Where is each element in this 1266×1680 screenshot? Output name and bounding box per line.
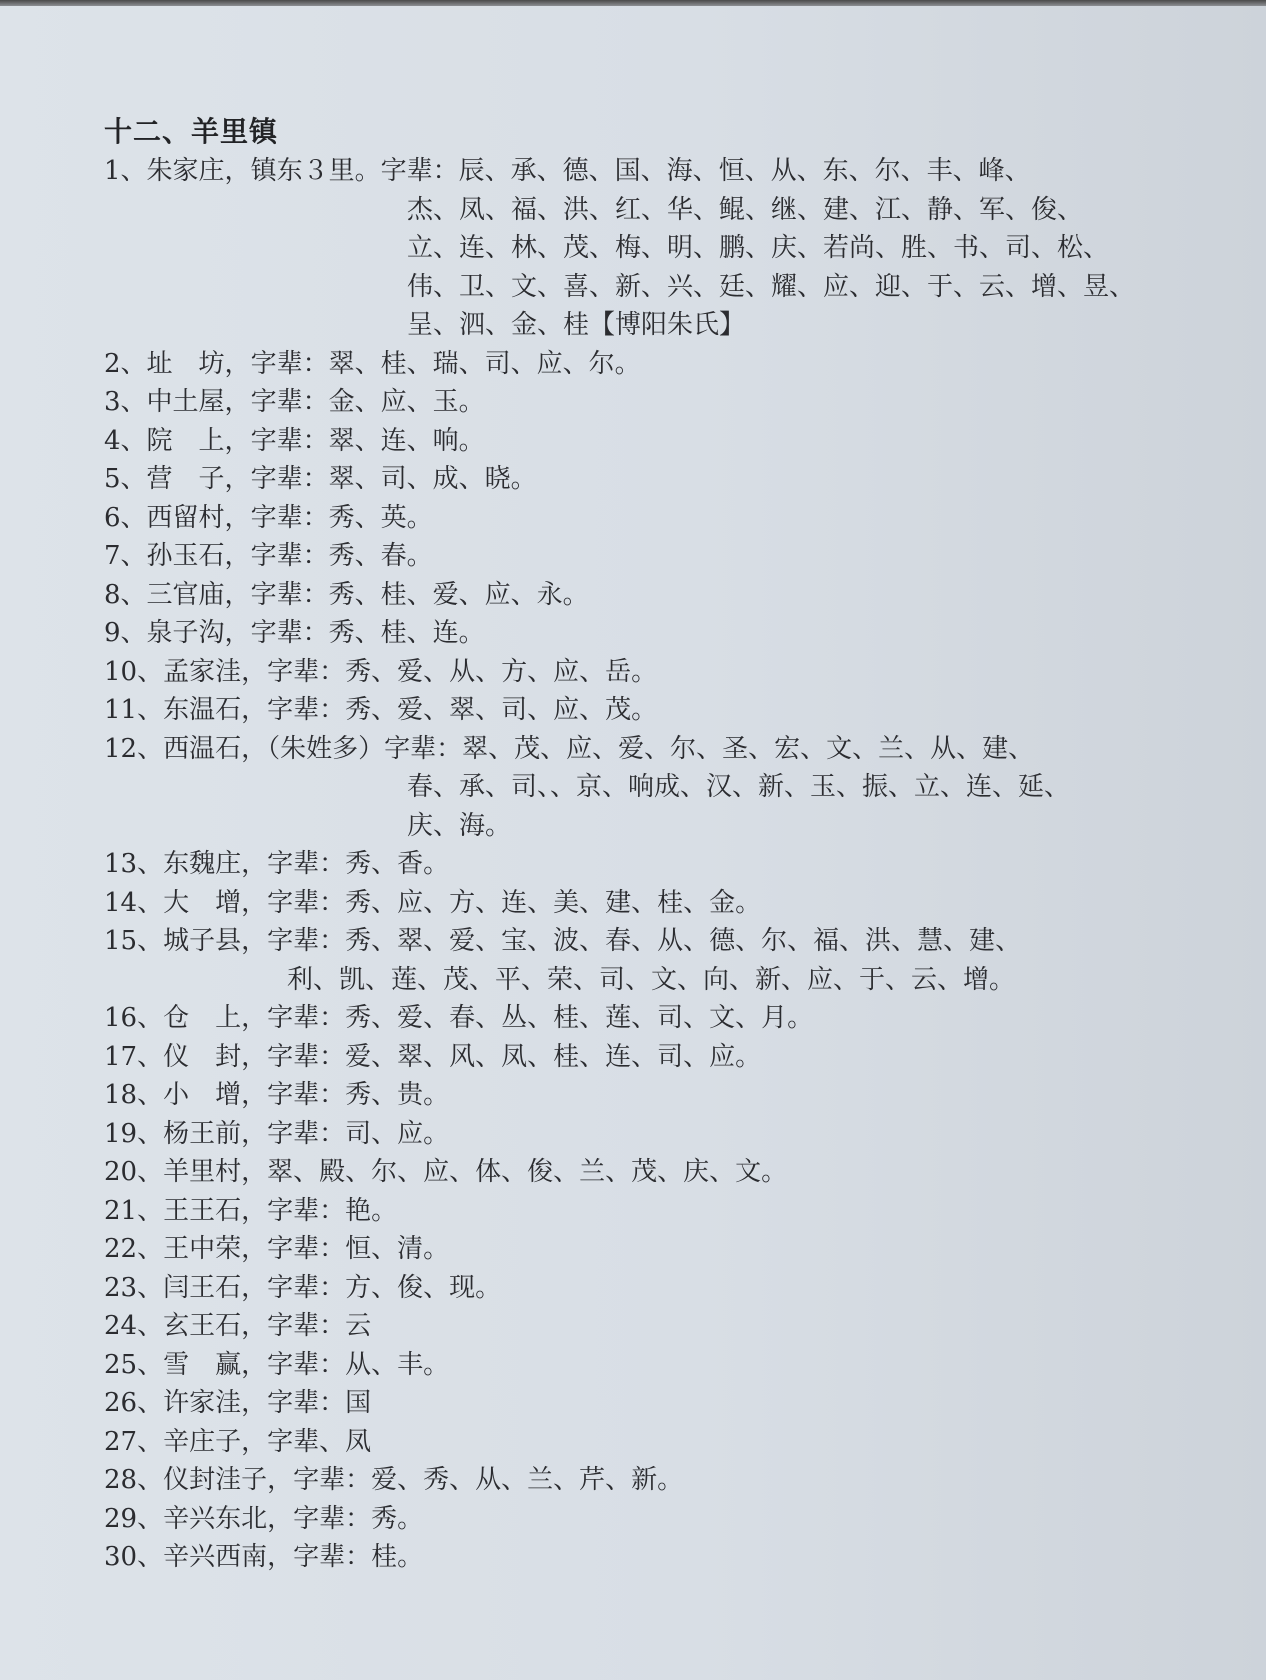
entry-first-line	[104, 1269, 1204, 1308]
genealogy-entry	[104, 1384, 1204, 1423]
village-name: 仪封洼子，	[163, 1465, 294, 1495]
generation-names: 字辈：秀、贵。	[267, 1080, 450, 1110]
generation-names: 字辈：翠、连、响。	[250, 425, 485, 456]
entry-first-line	[104, 1384, 1204, 1423]
entry-first-line	[104, 1307, 1204, 1346]
village-name: 辛兴东北，	[163, 1503, 294, 1534]
document-content	[104, 112, 1204, 1577]
genealogy-entry	[104, 1153, 1204, 1192]
genealogy-entry	[104, 730, 1204, 846]
entry-first-line	[104, 576, 1204, 615]
genealogy-entry	[104, 422, 1204, 461]
generation-names: 字辈：秀、春。	[250, 541, 433, 571]
entry-number: 19、	[104, 1118, 164, 1149]
genealogy-entry	[104, 1076, 1204, 1115]
entry-first-line	[104, 460, 1204, 499]
genealogy-entry	[104, 691, 1204, 730]
entry-number: 25、	[104, 1349, 164, 1380]
entry-first-line	[104, 537, 1204, 576]
genealogy-entry	[104, 1230, 1204, 1269]
genealogy-entry	[104, 845, 1204, 884]
generation-names: 字辈：秀、爱、翠、司、应、茂。	[267, 695, 658, 725]
entry-number: 17、	[104, 1041, 164, 1072]
generation-names: 字辈、凤	[267, 1426, 372, 1457]
entry-first-line	[104, 614, 1204, 653]
generation-names: 字辈：秀、爱、从、方、应、岳。	[267, 656, 658, 687]
generation-names: 字辈：秀、桂、连。	[250, 618, 485, 648]
continuation-line: 杰、凤、福、洪、红、华、鲲、继、建、江、静、军、俊、	[407, 194, 1084, 225]
section-heading: 十二、羊里镇	[104, 115, 279, 148]
village-name: 西温石，	[163, 733, 268, 764]
genealogy-entry	[104, 1538, 1204, 1577]
genealogy-entry	[104, 884, 1204, 923]
village-name: 东魏庄，	[163, 849, 268, 879]
village-name: 朱家庄，	[146, 156, 251, 186]
genealogy-entry	[104, 383, 1204, 422]
entry-number: 8、	[104, 579, 147, 610]
entry-first-line	[104, 653, 1204, 692]
genealogy-entry	[104, 576, 1204, 615]
continuation-line: 伟、卫、文、喜、新、兴、廷、耀、应、迎、于、云、增、昱、	[407, 271, 1136, 302]
entry-number: 20、	[104, 1157, 164, 1187]
entry-number: 30、	[104, 1542, 164, 1572]
generation-names: 字辈：爱、秀、从、兰、芹、新。	[293, 1465, 684, 1495]
entry-number: 10、	[104, 656, 164, 687]
village-name: 城子县，	[163, 926, 268, 956]
entry-number: 18、	[104, 1080, 164, 1110]
entry-number: 9、	[104, 618, 147, 648]
genealogy-entry	[104, 1115, 1204, 1154]
village-name: 址 坊，	[146, 348, 251, 379]
genealogy-entry	[104, 1500, 1204, 1539]
genealogy-entry	[104, 345, 1204, 384]
entry-number: 12、	[104, 733, 164, 764]
generation-names: 字辈：秀、桂、爱、应、永。	[250, 579, 589, 610]
genealogy-entry	[104, 999, 1204, 1038]
entry-list	[104, 152, 1204, 1577]
genealogy-entry	[104, 1038, 1204, 1077]
entry-first-line	[104, 845, 1204, 884]
entry-first-line	[104, 1423, 1204, 1462]
generation-names: 字辈：秀、香。	[267, 849, 450, 879]
genealogy-entry	[104, 460, 1204, 499]
generation-names: 字辈：国	[267, 1388, 372, 1418]
entry-number: 2、	[104, 348, 147, 379]
entry-first-line	[104, 1230, 1204, 1269]
generation-names: 字辈：恒、清。	[267, 1234, 450, 1264]
continuation-line: 庆、海。	[407, 810, 512, 841]
genealogy-entry	[104, 614, 1204, 653]
village-name: 孟家洼，	[163, 656, 268, 687]
village-name: 大 增，	[163, 887, 268, 918]
generation-names: （朱姓多）字辈：翠、茂、应、爱、尔、圣、宏、文、兰、从、建、	[267, 733, 1035, 764]
genealogy-entry	[104, 922, 1204, 999]
genealogy-entry	[104, 1461, 1204, 1500]
village-name: 院 上，	[146, 425, 251, 456]
entry-number: 1、	[104, 156, 147, 186]
entry-number: 24、	[104, 1311, 164, 1341]
entry-number: 22、	[104, 1234, 164, 1264]
entry-first-line	[104, 152, 1204, 191]
entry-number: 11、	[104, 695, 164, 725]
entry-first-line	[104, 1192, 1204, 1231]
genealogy-entry	[104, 1423, 1204, 1462]
village-name: 西留村，	[146, 502, 251, 533]
entry-first-line	[104, 884, 1204, 923]
generation-names: 字辈：金、应、玉。	[250, 387, 485, 417]
village-name: 小 增，	[163, 1080, 268, 1110]
village-name: 营 子，	[146, 464, 251, 494]
village-name: 仓 上，	[163, 1003, 268, 1033]
entry-number: 26、	[104, 1388, 164, 1418]
generation-names: 字辈：秀。	[293, 1503, 424, 1534]
generation-names: 翠、殿、尔、应、体、俊、兰、茂、庆、文。	[267, 1157, 788, 1187]
continuation-line: 立、连、林、茂、梅、明、鹏、庆、若尚、胜、书、司、松、	[407, 233, 1110, 263]
entry-number: 3、	[104, 387, 147, 417]
village-name: 玄王石，	[163, 1311, 268, 1341]
generation-names: 字辈：艳。	[267, 1195, 398, 1226]
entry-number: 21、	[104, 1195, 164, 1226]
genealogy-entry	[104, 1307, 1204, 1346]
genealogy-entry	[104, 1346, 1204, 1385]
genealogy-entry	[104, 1269, 1204, 1308]
village-name: 泉子沟，	[146, 618, 251, 648]
entry-number: 6、	[104, 502, 147, 533]
village-name: 王中荣，	[163, 1234, 268, 1264]
generation-names: 字辈：司、应。	[267, 1118, 450, 1149]
entry-number: 4、	[104, 425, 147, 456]
village-name: 闫王石，	[163, 1272, 268, 1303]
village-name: 东温石，	[163, 695, 268, 725]
genealogy-entry	[104, 152, 1204, 345]
generation-names: 字辈：云	[267, 1311, 372, 1341]
entry-first-line	[104, 922, 1204, 961]
entry-first-line	[104, 1076, 1204, 1115]
village-name: 羊里村，	[163, 1157, 268, 1187]
entry-first-line	[104, 1115, 1204, 1154]
entry-number: 5、	[104, 464, 147, 494]
genealogy-entry	[104, 537, 1204, 576]
entry-first-line	[104, 691, 1204, 730]
village-name: 雪 赢，	[163, 1349, 268, 1380]
genealogy-entry	[104, 499, 1204, 538]
generation-names: 字辈：秀、英。	[250, 502, 433, 533]
village-name: 辛兴西南，	[163, 1542, 294, 1572]
entry-number: 29、	[104, 1503, 164, 1534]
village-name: 三官庙，	[146, 579, 251, 610]
generation-names: 字辈：从、丰。	[267, 1349, 450, 1380]
entry-number: 16、	[104, 1003, 164, 1033]
entry-number: 27、	[104, 1426, 164, 1457]
continuation-line: 呈、泗、金、桂【博阳朱氏】	[407, 310, 746, 340]
entry-first-line	[104, 383, 1204, 422]
entry-first-line	[104, 1153, 1204, 1192]
entry-number: 14、	[104, 887, 164, 918]
generation-names: 字辈：秀、爱、春、丛、桂、莲、司、文、月。	[267, 1003, 814, 1033]
generation-names: 字辈：爱、翠、风、凤、桂、连、司、应。	[267, 1041, 762, 1072]
continuation-line: 利、凯、莲、茂、平、荣、司、文、向、新、应、于、云、增。	[287, 964, 1016, 995]
genealogy-entry	[104, 653, 1204, 692]
continuation-line: 春、承、司、、京、响成、汉、新、玉、振、立、连、延、	[407, 772, 1071, 802]
entry-number: 23、	[104, 1272, 164, 1303]
generation-names: 字辈：秀、应、方、连、美、建、桂、金。	[267, 887, 762, 918]
entry-number: 13、	[104, 849, 164, 879]
genealogy-entry	[104, 1192, 1204, 1231]
entry-first-line	[104, 1346, 1204, 1385]
village-name: 杨王前，	[163, 1118, 268, 1149]
entry-first-line	[104, 730, 1204, 769]
village-name: 中土屋，	[146, 387, 251, 417]
entry-first-line	[104, 499, 1204, 538]
village-name: 许家洼，	[163, 1388, 268, 1418]
generation-names: 字辈：桂。	[293, 1542, 424, 1572]
entry-first-line	[104, 345, 1204, 384]
entry-first-line	[104, 422, 1204, 461]
entry-first-line	[104, 1461, 1204, 1500]
village-name: 孙玉石，	[146, 541, 251, 571]
generation-names: 字辈：方、俊、现。	[267, 1272, 502, 1303]
village-name: 仪 封，	[163, 1041, 268, 1072]
entry-number: 28、	[104, 1465, 164, 1495]
entry-number: 7、	[104, 541, 147, 571]
entry-first-line	[104, 1038, 1204, 1077]
generation-names: 镇东３里。字辈：辰、承、德、国、海、恒、从、东、尔、丰、峰、	[250, 156, 1031, 186]
village-name: 辛庄子，	[163, 1426, 268, 1457]
entry-first-line	[104, 1538, 1204, 1577]
entry-first-line	[104, 999, 1204, 1038]
generation-names: 字辈：翠、桂、瑞、司、应、尔。	[250, 348, 641, 379]
generation-names: 字辈：翠、司、成、晓。	[250, 464, 537, 494]
generation-names: 字辈：秀、翠、爱、宝、波、春、从、德、尔、福、洪、慧、建、	[267, 926, 1022, 956]
entry-number: 15、	[104, 926, 164, 956]
village-name: 王王石，	[163, 1195, 268, 1226]
entry-first-line	[104, 1500, 1204, 1539]
